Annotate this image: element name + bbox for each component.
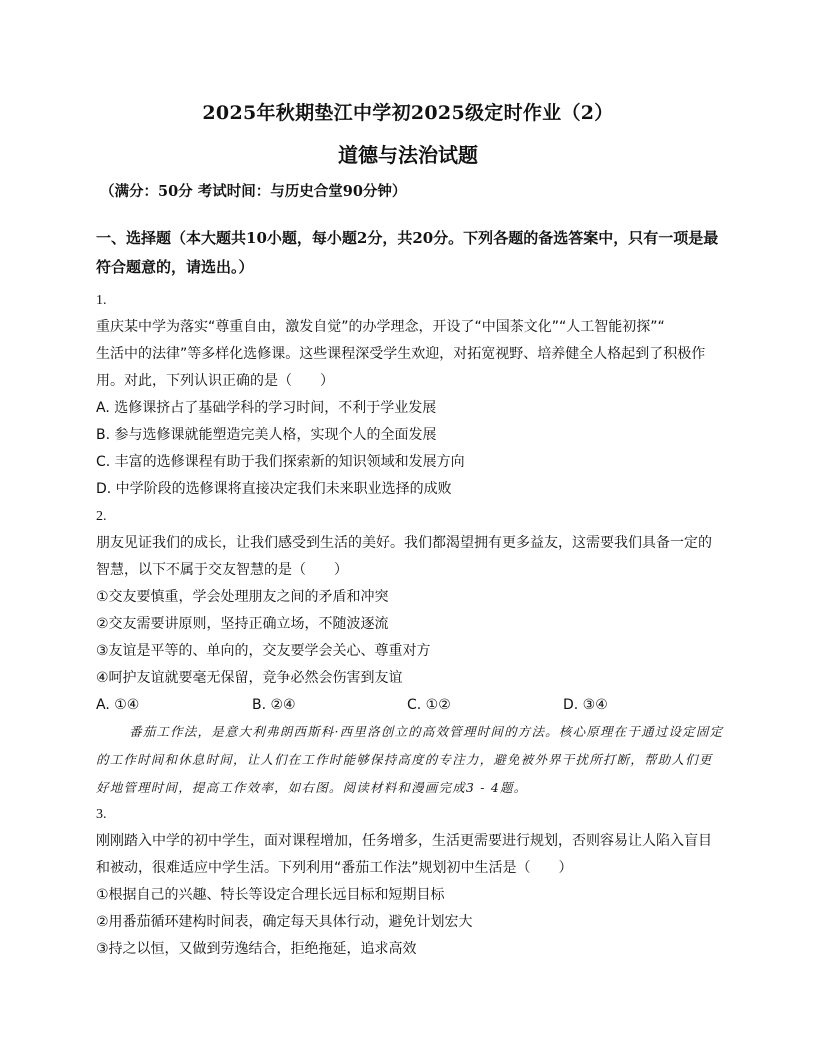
exam-info: （满分：50分 考试时间：与历史合堂90分钟） xyxy=(100,183,407,200)
option-c: C. 丰富的选修课程有助于我们探索新的知识领域和发展方向 xyxy=(96,454,465,470)
question-1 xyxy=(96,287,736,503)
question-stem-line: 朋友见证我们的成长，让我们感受到生活的美好。我们都渴望拥有更多益友，这需要我们具备一定的 xyxy=(96,535,712,551)
statement-item: ③友谊是平等的、单向的，交友要学会关心、尊重对方 xyxy=(96,643,431,659)
question-number: 2. xyxy=(96,509,107,524)
option-d: D. ③④ xyxy=(563,697,608,713)
question-stem-line: 刚刚踏入中学的初中学生，面对课程增加，任务增多，生活更需要进行规划，否则容易让人陷入盲目 xyxy=(96,833,712,849)
statement-item: ②交友需要讲原则，坚持正确立场，不随波逐流 xyxy=(96,616,389,632)
statement-item: ③持之以恒，又做到劳逸结合，拒绝拖延，追求高效 xyxy=(96,941,417,957)
question-stem-line: 和被动，很难适应中学生活。下列利用“番茄工作法”规划初中生活是（ ） xyxy=(96,860,573,876)
option-a: A. ①④ xyxy=(96,697,140,713)
option-b: B. 参与选修课就能塑造完美人格，实现个人的全面发展 xyxy=(96,427,437,443)
answer-options xyxy=(96,692,716,719)
option-a: A. 选修课挤占了基础学科的学习时间，不利于学业发展 xyxy=(96,400,437,416)
option-b: B. ②④ xyxy=(252,697,296,713)
question-stem-line: 重庆某中学为落实“尊重自由，激发自觉”的办学理念，开设了“中国茶文化”“人工智能初探”“ xyxy=(96,319,665,335)
question-number: 3. xyxy=(96,807,107,822)
statement-item: ①交友要慎重，学会处理朋友之间的矛盾和冲突 xyxy=(96,589,389,605)
statement-item: ②用番茄循环建构时间表，确定每天具体行动，避免计划宏大 xyxy=(96,914,473,930)
question-number: 1. xyxy=(96,293,107,308)
exam-title: 2025年秋期垫江中学初2025级定时作业（2） xyxy=(202,102,614,124)
question-3 xyxy=(96,801,736,963)
option-c: C. ①② xyxy=(407,697,451,713)
exam-subject: 道德与法治试题 xyxy=(338,143,478,167)
question-2 xyxy=(96,503,736,719)
reading-material: 番茄工作法，是意大利弗朗西斯科·西里洛创立的高效管理时间的方法。核心原理在于通过设定固定的工作时间和休息时间，让人们在工作时能够保持高度的专注力，避免被外界干扰所打断，帮助人们更好地管理时间，提高工作效率，如右图。阅读材料和漫画完成3 - 4题。 xyxy=(96,724,724,795)
section-heading: 一、选择题（本大题共10小题，每小题2分，共20分。下列各题的备选答案中，只有一项是最符合题意的，请选出。） xyxy=(96,229,719,276)
statement-item: ④呵护友谊就要毫无保留，竞争必然会伤害到友谊 xyxy=(96,670,403,686)
question-stem-line: 用。对此，下列认识正确的是（ ） xyxy=(96,373,334,389)
question-stem-line: 智慧，以下不属于交友智慧的是（ ） xyxy=(96,562,348,578)
question-stem-line: 生活中的法律”等多样化选修课。这些课程深受学生欢迎，对拓宽视野、培养健全人格起到了积极作 xyxy=(96,346,706,362)
option-d: D. 中学阶段的选修课将直接决定我们未来职业选择的成败 xyxy=(96,481,452,497)
statement-item: ①根据自己的兴趣、特长等设定合理长远目标和短期目标 xyxy=(96,887,445,903)
